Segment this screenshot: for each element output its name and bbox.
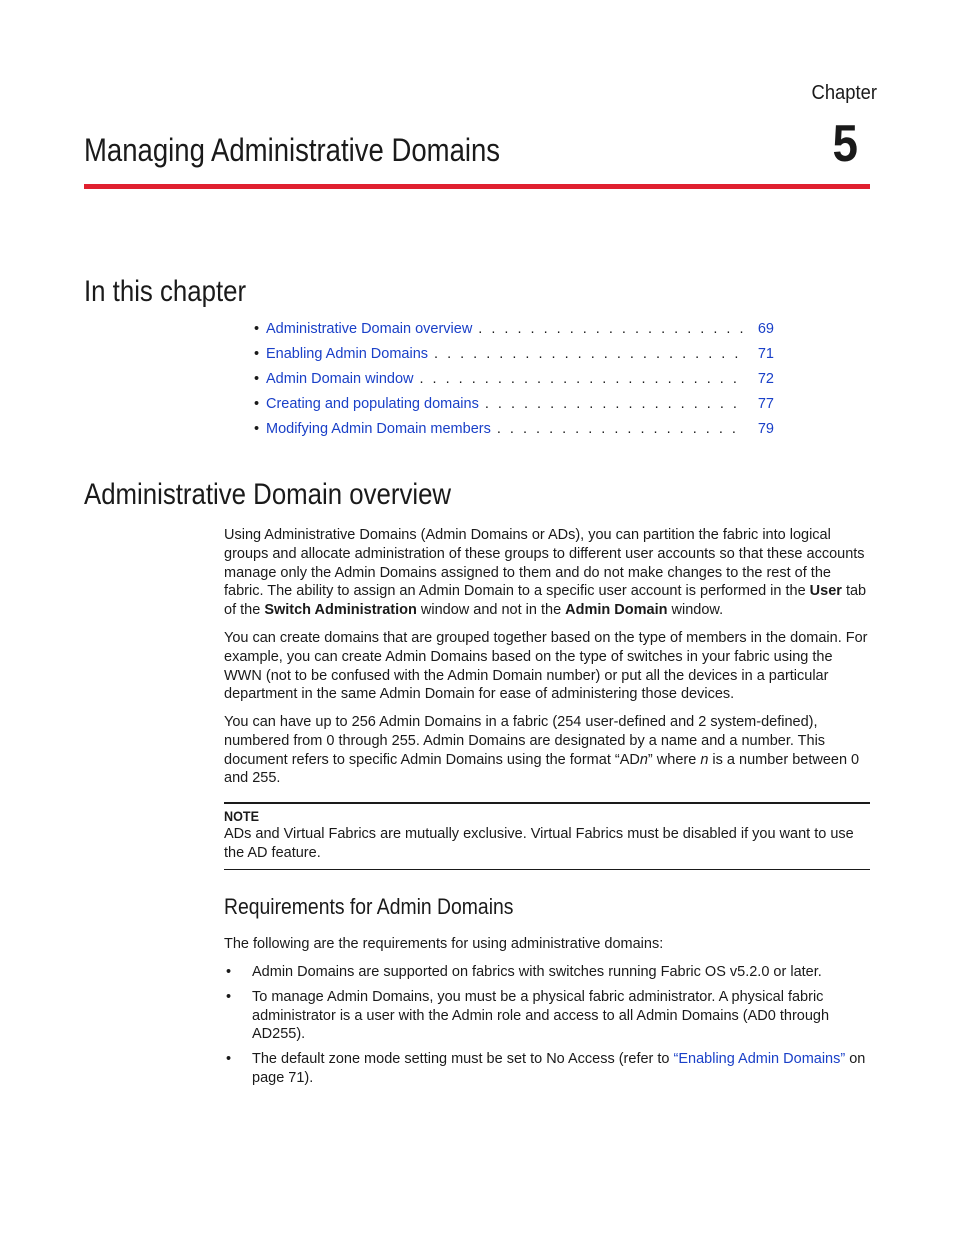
toc-link[interactable]: Enabling Admin Domains <box>266 346 429 362</box>
paragraph-text: is a number between 0 and 255. <box>224 751 860 787</box>
paragraph-text: window and not in the <box>416 602 566 619</box>
bullet-icon: • <box>254 371 260 387</box>
paragraph-text: Using Administrative Domains (Admin Domains or ADs), you can partition the fabric into logical groups and allocate administration of these groups to different user accounts so that these accounts manage only the Admin Domains assigned to them and do not make changes to the rest of the fabric. The ability to assign an Admin Domain to a specific user account is performed in the <box>224 527 865 600</box>
cross-reference-link[interactable]: “Enabling Admin Domains” <box>673 1051 846 1068</box>
bullet-icon: • <box>254 396 260 412</box>
list-item-text: To manage Admin Domains, you must be a physical fabric administrator. A physical fabric administrator is a user with the Admin role and access to all Admin Domains (AD0 through AD255). <box>252 988 830 1043</box>
toc-leader-dots <box>478 321 744 337</box>
chapter-title: Managing Administrative Domains <box>84 132 501 168</box>
toc-link[interactable]: Creating and populating domains <box>266 396 479 412</box>
overview-paragraph-2: You can create domains that are grouped together based on the type of members in the domain. For example, you can create Admin Domains based on the type of switches in your fabric using the WWN (not to be confused with the Admin Domain number) or put all the devices in a particular department in the same Admin Domain for ease of administering those devices. <box>224 630 868 703</box>
ui-term-user: User <box>809 583 842 600</box>
chapter-label: Chapter <box>811 82 877 104</box>
ui-term-admin-domain: Admin Domain <box>565 602 668 619</box>
list-item-text: The default zone mode setting must be set to No Access (refer to <box>252 1051 674 1068</box>
toc-leader-dots <box>485 396 744 412</box>
toc-page-number[interactable]: 77 <box>757 396 774 412</box>
note-label: NOTE <box>224 808 260 824</box>
paragraph-text: window. <box>667 602 724 619</box>
toc-item[interactable] <box>254 346 774 371</box>
toc-item[interactable] <box>254 421 774 446</box>
overview-paragraph-1 <box>224 526 870 620</box>
paragraph-text: ” where <box>647 751 701 768</box>
ui-term-switch-administration: Switch Administration <box>264 602 417 619</box>
overview-paragraph-3 <box>224 713 870 788</box>
toc-heading: In this chapter <box>84 275 247 308</box>
list-item <box>224 988 870 1044</box>
bullet-icon: • <box>254 321 260 337</box>
bullet-icon: • <box>226 1051 232 1068</box>
list-item-text: on page 71). <box>252 1051 866 1086</box>
requirements-list <box>224 963 870 1094</box>
bullet-icon: • <box>254 421 260 437</box>
toc-link[interactable]: Administrative Domain overview <box>266 321 473 337</box>
toc-leader-dots <box>434 346 744 362</box>
toc-item[interactable] <box>254 321 774 346</box>
list-item-text: Admin Domains are supported on fabrics with switches running Fabric OS v5.2.0 or later. <box>252 964 822 980</box>
chapter-title-rule <box>84 184 870 189</box>
variable-n: n <box>700 751 709 768</box>
requirements-intro: The following are the requirements for using administrative domains: <box>224 936 664 952</box>
paragraph-text: tab of the <box>224 583 867 619</box>
note-box <box>224 802 870 870</box>
list-item <box>224 963 870 982</box>
toc-leader-dots <box>419 371 744 387</box>
toc-item[interactable] <box>254 396 774 421</box>
toc-page-number[interactable]: 71 <box>757 346 774 362</box>
toc-leader-dots <box>497 421 744 437</box>
paragraph-text: You can have up to 256 Admin Domains in a fabric (254 user-defined and 2 system-defined), numbered from 0 through 255. Admin Domains are designated by a name and a number. This document refers to specific Admin Domains using the format “AD <box>224 714 826 768</box>
list-item <box>224 1050 870 1088</box>
subsection-heading-requirements: Requirements for Admin Domains <box>224 894 514 919</box>
toc-link[interactable]: Modifying Admin Domain members <box>266 421 491 437</box>
bullet-icon: • <box>254 346 260 362</box>
toc-page-number[interactable]: 69 <box>757 321 774 337</box>
toc-item[interactable] <box>254 371 774 396</box>
variable-n: n <box>639 751 648 768</box>
bullet-icon: • <box>226 964 232 980</box>
toc-link[interactable]: Admin Domain window <box>266 371 414 387</box>
toc-page-number[interactable]: 72 <box>757 371 774 387</box>
chapter-number: 5 <box>832 115 858 173</box>
chapter-toc <box>254 321 774 446</box>
bullet-icon: • <box>226 988 232 1005</box>
note-text: ADs and Virtual Fabrics are mutually exclusive. Virtual Fabrics must be disabled if you want to use the AD feature. <box>224 826 854 861</box>
toc-page-number[interactable]: 79 <box>757 421 774 437</box>
section-heading-overview: Administrative Domain overview <box>84 478 452 511</box>
